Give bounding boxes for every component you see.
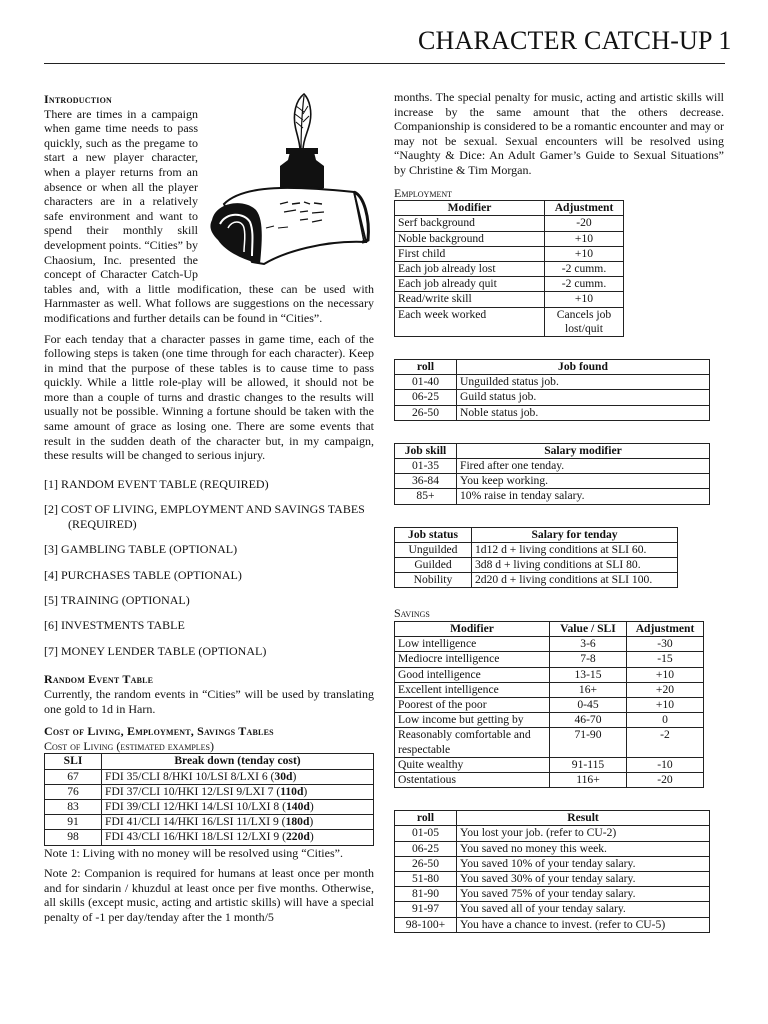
table-row xyxy=(395,573,678,588)
column-header: Break down (tenday cost) xyxy=(102,754,374,769)
table-row xyxy=(395,872,710,887)
table-row xyxy=(395,887,710,902)
table-cell: -2 cumm. xyxy=(545,261,624,276)
cell-text: FDI 43/CLI 16/HKI 18/LSI 12/LXI 9 ( xyxy=(105,830,286,844)
table-cell: Ostentatious xyxy=(395,773,550,788)
table-row xyxy=(45,784,374,799)
table-cell: -20 xyxy=(627,773,704,788)
table-cell: Read/write skill xyxy=(395,292,545,307)
table-cell xyxy=(102,769,374,784)
table-cell: Low income but getting by xyxy=(395,713,550,728)
column-header: Salary for tenday xyxy=(472,527,678,542)
introduction-paragraph: There are times in a campaign when game time needs to pass quickly, such as the pregame to start a new player character, when a player returns from an absence or when all the player characters are in a relatively safe environment and want to spend their monthly skill development points. “Cities” by Chaosium, Inc. presented the concept of Character Catch-Up tables and, with a little modification, these can be used with Harnmaster as well. What follows are suggestions on the necessary modifications and further details can be found in “Cities”. xyxy=(44,106,374,325)
cell-end: ) xyxy=(309,799,314,813)
table-row xyxy=(395,917,710,932)
table-cell xyxy=(102,815,374,830)
table-cell: 2d20 d + living conditions at SLI 100. xyxy=(472,573,678,588)
table-cell: 26-50 xyxy=(395,856,457,871)
table-cell: 98-100+ xyxy=(395,917,457,932)
table-cell: 71-90 xyxy=(550,728,627,757)
table-cell: 83 xyxy=(45,799,102,814)
step-item: [6] INVESTMENTS TABLE xyxy=(44,618,185,633)
cost-of-living-subheading: Cost of Living (estimated examples) xyxy=(44,738,214,753)
table-cell: +20 xyxy=(627,682,704,697)
cell-total: 110d xyxy=(280,784,304,798)
column-header: Salary modifier xyxy=(457,443,710,458)
table-cell: +10 xyxy=(545,246,624,261)
table-cell: +10 xyxy=(545,292,624,307)
table-header-row xyxy=(395,811,710,826)
savings-table xyxy=(394,621,704,788)
table-cell: 01-35 xyxy=(395,459,457,474)
cell-end: ) xyxy=(303,784,308,798)
table-cell: -10 xyxy=(627,757,704,772)
table-cell: 98 xyxy=(45,830,102,845)
table-row xyxy=(395,558,678,573)
table-cell: 01-05 xyxy=(395,826,457,841)
table-cell: 16+ xyxy=(550,682,627,697)
column-header: Value / SLI xyxy=(550,622,627,637)
table-row xyxy=(395,713,704,728)
random-event-text: Currently, the random events in “Cities” will be used by translating one gold to 1d in Harn. xyxy=(44,686,374,716)
table-cell: 81-90 xyxy=(395,887,457,902)
table-cell: Cancels job lost/quit xyxy=(545,307,624,336)
table-cell: You saved 30% of your tenday salary. xyxy=(457,872,710,887)
table-cell: Noble background xyxy=(395,231,545,246)
table-cell: Good intelligence xyxy=(395,667,550,682)
table-cell: Guilded xyxy=(395,558,472,573)
table-cell: You keep working. xyxy=(457,474,710,489)
column-header: Job found xyxy=(457,359,710,374)
table-cell: You lost your job. (refer to CU-2) xyxy=(457,826,710,841)
cell-end: ) xyxy=(292,769,297,783)
table-cell: Unguilded xyxy=(395,542,472,557)
table-header-row xyxy=(395,527,678,542)
note-2: Note 2: Companion is required for humans at least once per month and for sindarin / khuzdul at least once per five months. Otherwise, all skills (except music, acting and artistic skills) will have a special penalty of -1 per day/tenday after the 1 month/5 xyxy=(44,866,374,924)
table-row xyxy=(45,815,374,830)
column-header: Job skill xyxy=(395,443,457,458)
table-row xyxy=(395,542,678,557)
table-cell: 7-8 xyxy=(550,652,627,667)
cell-end: ) xyxy=(309,830,314,844)
table-header-row xyxy=(45,754,374,769)
table-cell: 3-6 xyxy=(550,637,627,652)
companion-continued-text: months. The special penalty for music, acting and artistic skills will increase by the same amount that the others decrease. Companionship is considered to be a romantic encounter and may or may not be sexual. Sexual encounters will be resolved using “Naughty & Dice: An Adult Gamer’s Guide to Sexual Situations” by Christine & Tim Morgan. xyxy=(394,90,724,177)
table-cell: 51-80 xyxy=(395,872,457,887)
cell-text: FDI 41/CLI 14/HKI 16/LSI 11/LXI 9 ( xyxy=(105,815,286,829)
table-row xyxy=(395,728,704,757)
job-status-table xyxy=(394,527,678,589)
cell-text: FDI 39/CLI 12/HKI 14/LSI 10/LXI 8 ( xyxy=(105,799,286,813)
table-row xyxy=(395,375,710,390)
table-header-row xyxy=(395,359,710,374)
table-cell: Each week worked xyxy=(395,307,545,336)
table-cell: +10 xyxy=(545,231,624,246)
table-cell: Reasonably comfortable and respectable xyxy=(395,728,550,757)
table-row xyxy=(395,826,710,841)
table-row xyxy=(395,246,624,261)
column-header: Modifier xyxy=(395,201,545,216)
table-row xyxy=(395,682,704,697)
table-cell: Serf background xyxy=(395,216,545,231)
savings-heading: Savings xyxy=(394,606,430,621)
cell-total: 220d xyxy=(285,830,310,844)
table-cell: 1d12 d + living conditions at SLI 60. xyxy=(472,542,678,557)
right-column xyxy=(394,90,724,933)
job-found-table xyxy=(394,359,710,421)
cell-total: 180d xyxy=(285,815,310,829)
table-cell: Quite wealthy xyxy=(395,757,550,772)
step-item: [3] GAMBLING TABLE (OPTIONAL) xyxy=(44,542,238,557)
table-cell: Mediocre intelligence xyxy=(395,652,550,667)
table-cell: -2 xyxy=(627,728,704,757)
quill-scroll-icon xyxy=(204,92,374,272)
table-row xyxy=(395,307,624,336)
step-item: [5] TRAINING (OPTIONAL) xyxy=(44,593,190,607)
table-row xyxy=(395,667,704,682)
table-cell: +10 xyxy=(627,698,704,713)
table-cell: 10% raise in tenday salary. xyxy=(457,489,710,504)
table-cell: 01-40 xyxy=(395,375,457,390)
table-cell: You have a chance to invest. (refer to CU-5) xyxy=(457,917,710,932)
step-item: [1] RANDOM EVENT TABLE (REQUIRED) xyxy=(44,476,269,491)
table-cell: Fired after one tenday. xyxy=(457,459,710,474)
step-item: [4] PURCHASES TABLE (OPTIONAL) xyxy=(44,567,242,582)
cell-total: 140d xyxy=(285,799,310,813)
table-cell: You saved 75% of your tenday salary. xyxy=(457,887,710,902)
cost-of-living-table xyxy=(44,753,374,845)
table-row xyxy=(395,841,710,856)
column-header: Job status xyxy=(395,527,472,542)
table-cell: -15 xyxy=(627,652,704,667)
table-cell: 26-50 xyxy=(395,405,457,420)
table-cell: 0 xyxy=(627,713,704,728)
table-cell: Unguilded status job. xyxy=(457,375,710,390)
table-cell: 85+ xyxy=(395,489,457,504)
table-header-row xyxy=(395,201,624,216)
column-header: roll xyxy=(395,359,457,374)
table-cell: You saved 10% of your tenday salary. xyxy=(457,856,710,871)
table-header-row xyxy=(395,622,704,637)
table-row xyxy=(395,459,710,474)
table-cell: 116+ xyxy=(550,773,627,788)
table-cell: You saved all of your tenday salary. xyxy=(457,902,710,917)
table-cell xyxy=(102,799,374,814)
table-row xyxy=(45,769,374,784)
table-header-row xyxy=(395,443,710,458)
table-row xyxy=(395,757,704,772)
table-row xyxy=(395,902,710,917)
step-item: [2] COST OF LIVING, EMPLOYMENT AND SAVINGS TABES (REQUIRED) xyxy=(44,502,365,531)
table-row xyxy=(395,489,710,504)
table-row xyxy=(395,390,710,405)
table-cell: 3d8 d + living conditions at SLI 80. xyxy=(472,558,678,573)
column-header: Modifier xyxy=(395,622,550,637)
quill-scroll-illustration xyxy=(204,92,374,272)
table-row xyxy=(395,231,624,246)
table-cell: You saved no money this week. xyxy=(457,841,710,856)
page-title: CHARACTER CATCH-UP 1 xyxy=(418,26,732,55)
table-cell: Guild status job. xyxy=(457,390,710,405)
cell-text: FDI 35/CLI 8/HKI 10/LSI 8/LXI 6 ( xyxy=(105,769,275,783)
table-cell: 46-70 xyxy=(550,713,627,728)
introduction-heading: Introduction xyxy=(44,92,112,106)
cell-total: 30d xyxy=(274,769,293,783)
table-cell: 91-97 xyxy=(395,902,457,917)
table-row xyxy=(45,799,374,814)
table-cell: 0-45 xyxy=(550,698,627,713)
table-row xyxy=(395,698,704,713)
table-row xyxy=(395,277,624,292)
left-column xyxy=(44,90,374,925)
steps-list xyxy=(44,477,374,659)
table-cell: Excellent intelligence xyxy=(395,682,550,697)
table-row xyxy=(45,830,374,845)
table-cell: +10 xyxy=(627,667,704,682)
table-cell: -30 xyxy=(627,637,704,652)
column-header: roll xyxy=(395,811,457,826)
table-row xyxy=(395,216,624,231)
table-cell: -2 cumm. xyxy=(545,277,624,292)
table-row xyxy=(395,637,704,652)
step-item: [7] MONEY LENDER TABLE (OPTIONAL) xyxy=(44,643,267,658)
table-cell: 91-115 xyxy=(550,757,627,772)
table-cell: 06-25 xyxy=(395,390,457,405)
random-event-heading: Random Event Table xyxy=(44,672,154,687)
column-header: SLI xyxy=(45,754,102,769)
cell-text: FDI 37/CLI 10/HKI 12/LSI 9/LXI 7 ( xyxy=(105,784,281,798)
cell-end: ) xyxy=(309,815,314,829)
employment-table xyxy=(394,200,624,337)
savings-result-table xyxy=(394,810,710,933)
table-row xyxy=(395,261,624,276)
table-row xyxy=(395,405,710,420)
table-row xyxy=(395,292,624,307)
column-header: Result xyxy=(457,811,710,826)
table-row xyxy=(395,652,704,667)
table-cell: 91 xyxy=(45,815,102,830)
table-cell: Low intelligence xyxy=(395,637,550,652)
title-rule xyxy=(44,63,725,64)
table-cell: Each job already lost xyxy=(395,261,545,276)
tenday-paragraph: For each tenday that a character passes in game time, each of the following steps is taken (one time through for each character). Keep in mind that the purpose of these tables is to cause time to pass quickly. While a little role-play will be allowed, it should not be more than a couple of turns and drastic changes to the results will usually not be possible. Winning a fortune should be taken with the same amount of grace as losing one. There are some events that result in the sudden death of the character but, in my campaign, these results will be changed to serious injury. xyxy=(44,331,374,463)
table-cell xyxy=(102,784,374,799)
table-row xyxy=(395,773,704,788)
job-skill-table xyxy=(394,443,710,505)
cost-of-living-heading: Cost of Living, Employment, Savings Tables xyxy=(44,724,274,739)
table-cell: First child xyxy=(395,246,545,261)
column-header: Adjustment xyxy=(545,201,624,216)
table-cell: Poorest of the poor xyxy=(395,698,550,713)
table-cell: Noble status job. xyxy=(457,405,710,420)
table-row xyxy=(395,474,710,489)
table-cell: Each job already quit xyxy=(395,277,545,292)
table-cell: 76 xyxy=(45,784,102,799)
table-cell: 06-25 xyxy=(395,841,457,856)
column-header: Adjustment xyxy=(627,622,704,637)
table-cell: 67 xyxy=(45,769,102,784)
note-1: Note 1: Living with no money will be resolved using “Cities”. xyxy=(44,845,343,860)
table-cell: 13-15 xyxy=(550,667,627,682)
table-cell xyxy=(102,830,374,845)
table-cell: 36-84 xyxy=(395,474,457,489)
table-cell: -20 xyxy=(545,216,624,231)
table-cell: Nobility xyxy=(395,573,472,588)
table-row xyxy=(395,856,710,871)
employment-heading: Employment xyxy=(394,185,452,200)
